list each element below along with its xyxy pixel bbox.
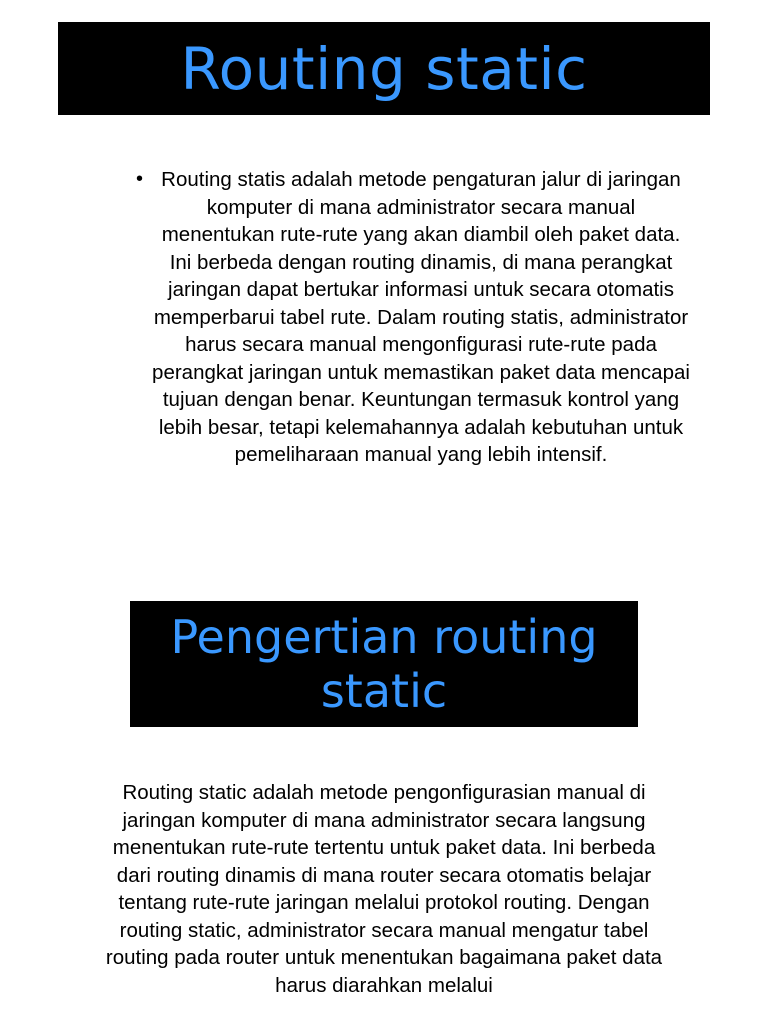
title-banner <box>58 22 710 115</box>
bullet-list <box>130 166 690 469</box>
section-title: Pengertian routing static <box>170 610 598 718</box>
body-paragraph: Routing static adalah metode pengonfigurasian manual di jaringan komputer di mana administrator secara langsung menentukan rute-rute tertentu untuk paket data. Ini berbeda dari routing dinamis di mana router secara otomatis belajar tentang rute-rute jaringan melalui protokol routing. Dengan routing static, administrator secara manual mengatur tabel routing pada router untuk menentukan bagaimana paket data harus diarahkan melalui <box>105 781 663 997</box>
bullet-paragraph: Routing statis adalah metode pengaturan jalur di jaringan komputer di mana administrator secara manual menentukan rute-rute yang akan diambil oleh paket data. Ini berbeda dengan routing dinamis, di mana perangkat jaringan dapat bertukar informasi untuk secara otomatis memperbarui tabel rute. Dalam routing statis, administrator harus secara manual mengonfigurasi rute-rute pada perangkat jaringan untuk memastikan paket data mencapai tujuan dengan benar. Keuntungan termasuk kontrol yang lebih besar, tetapi kelemahannya adalah kebutuhan untuk pemeliharaan manual yang lebih intensif. <box>152 168 690 466</box>
bullet-marker: • <box>136 168 144 190</box>
page-title: Routing static <box>180 34 588 103</box>
section-title-banner <box>130 601 638 727</box>
